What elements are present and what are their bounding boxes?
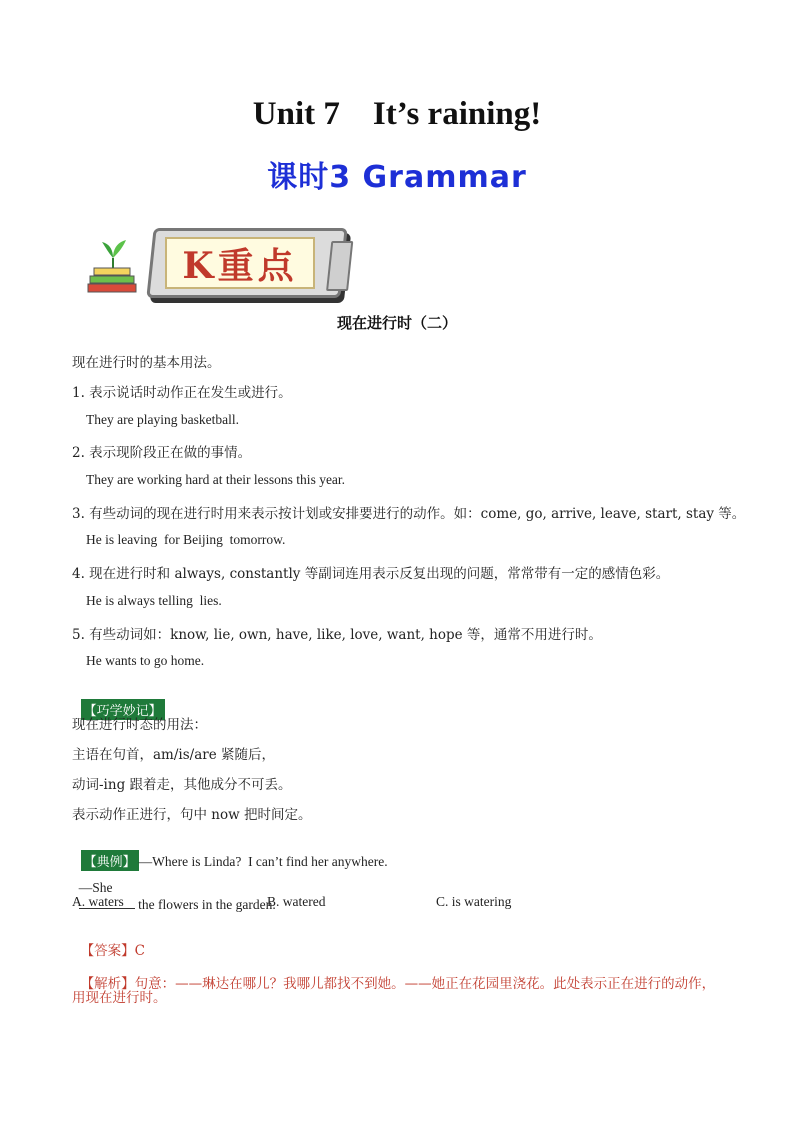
example-tag: 【典例】	[81, 850, 139, 871]
key-points-badge	[86, 224, 346, 300]
analysis-text-1: 句意：——琳达在哪儿？我哪儿都找不到她。——她正在花园里浇花。此处表示正在进行的动作，	[134, 976, 716, 992]
example-2: They are working hard at their lessons this year.	[86, 472, 346, 487]
example-3: He is leaving for Beijing tomorrow.	[86, 532, 286, 547]
badge-label: K重点	[165, 237, 315, 289]
answer-value: C	[134, 943, 145, 959]
rule-5: 5. 有些动词如：know, lie, own, have, like, love, want, hope 等，通常不用进行时。	[72, 627, 602, 643]
page-title: Unit 7 It’s raining!	[252, 96, 542, 132]
section-title: 现在进行时（二）	[336, 314, 457, 332]
question-suffix: the flowers in the garden.	[134, 897, 276, 912]
rule-1: 1. 表示说话时动作正在发生或进行。	[72, 385, 292, 401]
tip-line-4: 表示动作正进行，句中 now 把时间定。	[72, 807, 312, 823]
rule-2: 2. 表示现阶段正在做的事情。	[72, 445, 252, 461]
analysis-line-1	[72, 956, 715, 992]
option-b: B. watered	[267, 894, 326, 909]
analysis-tag: 【解析】	[80, 976, 135, 992]
tip-line-3: 动词-ing 跟着走，其他成分不可丢。	[72, 777, 292, 793]
tip-line-1: 现在进行时态的用法：	[72, 717, 207, 733]
lesson-subtitle: 课时3 Grammar	[267, 160, 527, 195]
example-question-1: —Where is Linda? I can’t find her anywhere.	[138, 854, 388, 869]
answer-tag: 【答案】	[80, 943, 135, 959]
tip-line-2: 主语在句首，am/is/are 紧随后，	[72, 747, 275, 763]
option-a: A. waters	[72, 894, 124, 909]
answer-line	[72, 923, 145, 959]
question-prefix: —She	[78, 880, 113, 895]
rule-3: 3. 有些动词的现在进行时用来表示按计划或安排要进行的动作。如：come, go, arrive, leave, start, stay 等。	[72, 506, 746, 522]
badge-frame	[146, 228, 347, 298]
intro-line: 现在进行时的基本用法。	[72, 355, 221, 371]
tip-tag: 【巧学妙记】	[81, 699, 165, 720]
books-icon	[86, 236, 140, 296]
example-4: He is always telling lies.	[86, 593, 222, 608]
option-c: C. is watering	[436, 894, 512, 909]
example-1: They are playing basketball.	[86, 412, 239, 427]
example-5: He wants to go home.	[86, 653, 205, 668]
analysis-line-2: 用现在进行时。	[72, 990, 167, 1006]
rule-4: 4. 现在进行时和 always, constantly 等副词连用表示反复出现的问题，常常带有一定的感情色彩。	[72, 566, 670, 582]
